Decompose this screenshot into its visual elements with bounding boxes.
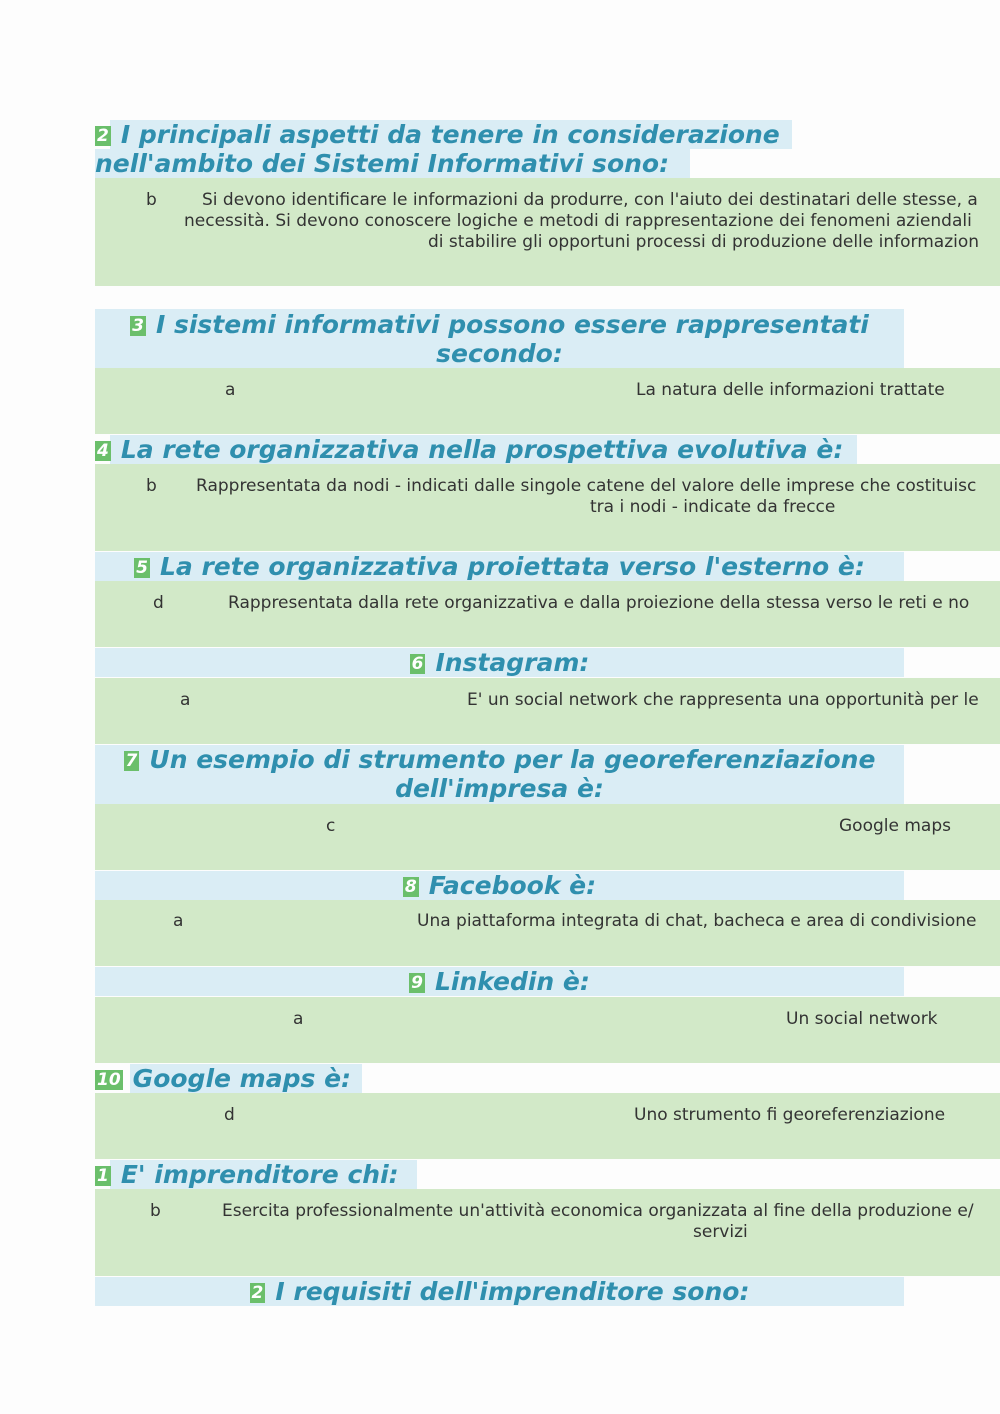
question-title: 7 Un esempio di strumento per la georeferenziazione [125, 745, 876, 774]
answer-box [95, 1093, 1000, 1159]
answer-letter: a [173, 911, 184, 931]
answer-text: Una piattaforma integrata di chat, bacheca e area di condivisione [417, 911, 977, 931]
question-number: 9 [411, 973, 423, 993]
question-number: 3 [132, 316, 144, 336]
answer-letter: a [180, 690, 191, 710]
answer-text: Uno strumento fi georeferenziazione [634, 1105, 946, 1125]
answer-text-line2: tra i nodi - indicate da frecce [590, 497, 836, 517]
answer-box [95, 581, 1000, 647]
question-title: 2 I requisiti dell'imprenditore sono: [251, 1277, 750, 1306]
question-title: 10 Google maps è: [97, 1064, 352, 1093]
answer-text-line2: servizi [693, 1222, 748, 1242]
answer-letter: a [225, 380, 236, 400]
answer-box [95, 178, 1000, 286]
answer-text: Un social network [786, 1009, 938, 1029]
question-number: 7 [125, 751, 138, 771]
answer-text: Si devono identificare le informazioni da produrre, con l'aiuto dei destinatari delle stesse, a [202, 190, 978, 210]
answer-text: Google maps [839, 816, 951, 836]
question-title: 8 Facebook è: [404, 871, 597, 900]
answer-box [95, 900, 1000, 966]
question-title: 1 E' imprenditore chi: [97, 1160, 399, 1189]
question-number: 1 [97, 1166, 109, 1186]
answer-text: Rappresentata dalla rete organizzativa e dalla proiezione della stessa verso le reti e no [228, 593, 970, 613]
question-number: 4 [97, 441, 109, 461]
question-number: 10 [97, 1070, 121, 1090]
answer-box [95, 1189, 1000, 1276]
question-title-line2: secondo: [436, 339, 563, 368]
question-title-line2: dell'impresa è: [395, 774, 604, 803]
question-number: 5 [136, 558, 148, 578]
answer-box [95, 464, 1000, 551]
answer-text: E' un social network che rappresenta una opportunità per le [467, 690, 979, 710]
answer-box [95, 997, 1000, 1063]
answer-text-line2: necessità. Si devono conoscere logiche e metodi di rappresentazione dei fenomeni aziendali [184, 211, 972, 231]
question-title: 5 La rete organizzativa proiettata verso l'esterno è: [136, 552, 865, 581]
answer-text: Esercita professionalmente un'attività economica organizzata al fine della produzione e/ [222, 1201, 974, 1221]
answer-box [95, 678, 1000, 744]
question-title-line2: nell'ambito dei Sistemi Informativi sono: [95, 149, 670, 178]
question-title: 2 I principali aspetti da tenere in considerazione [97, 120, 780, 149]
answer-text-line3: di stabilire gli opportuni processi di produzione delle informazion [428, 232, 980, 252]
answer-box [95, 368, 1000, 434]
question-title: 3 I sistemi informativi possono essere rappresentati [132, 310, 869, 339]
question-title: 4 La rete organizzativa nella prospettiva evolutiva è: [97, 435, 844, 464]
answer-letter: a [293, 1009, 304, 1029]
answer-letter: b [146, 190, 157, 210]
question-title: 6 Instagram: [411, 648, 590, 677]
answer-text: Rappresentata da nodi - indicati dalle singole catene del valore delle imprese che costituisc [196, 476, 977, 496]
question-number: 8 [404, 877, 417, 897]
answer-letter: c [326, 816, 336, 836]
question-number: 2 [251, 1283, 264, 1303]
answer-text: La natura delle informazioni trattate [636, 380, 945, 400]
question-number: 6 [411, 654, 424, 674]
question-title: 9 Linkedin è: [411, 967, 590, 996]
question-number: 2 [97, 126, 109, 146]
answer-letter: d [153, 593, 164, 613]
answer-letter: b [150, 1201, 161, 1221]
answer-letter: d [224, 1105, 235, 1125]
answer-box [95, 804, 1000, 870]
answer-letter: b [146, 476, 157, 496]
